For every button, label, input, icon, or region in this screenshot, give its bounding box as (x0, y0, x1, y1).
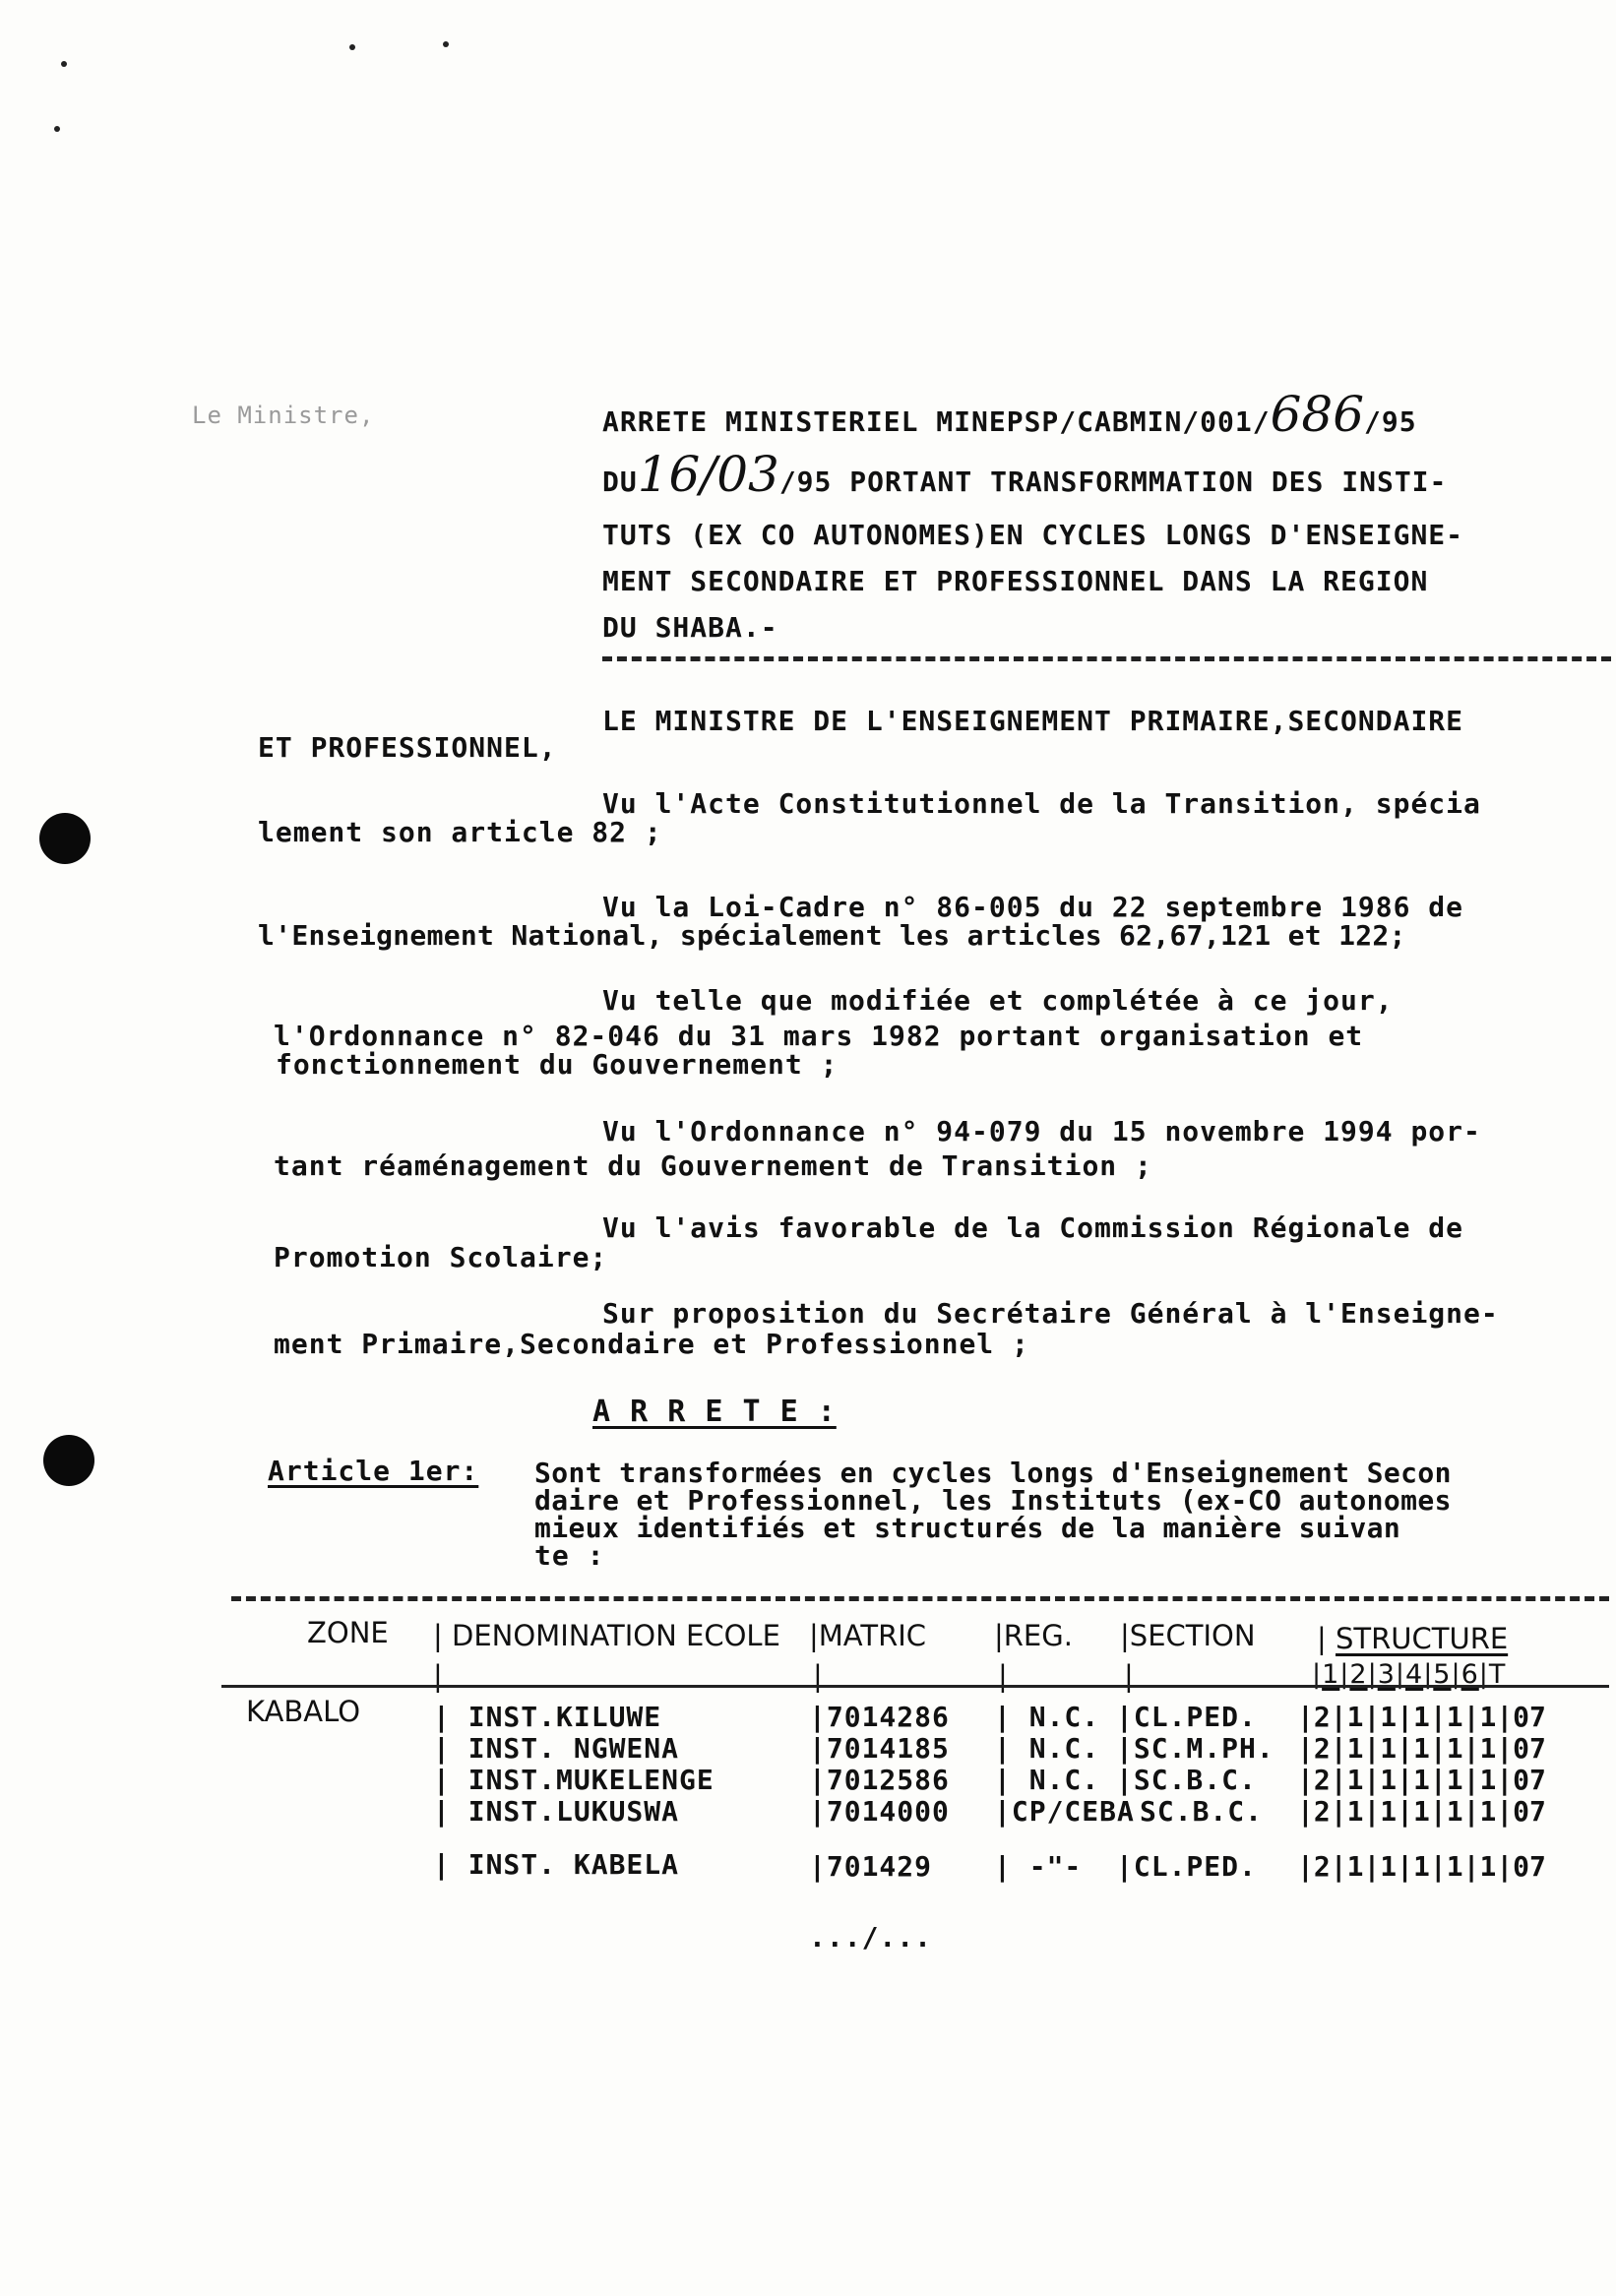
row-section: |SC.M.PH. (1116, 1732, 1274, 1765)
zone-value: KABALO (246, 1695, 361, 1728)
scan-speck (54, 126, 60, 132)
title-line5: DU SHABA.- (602, 611, 778, 644)
row-structure: |2|1|1|1|1|1|07 (1297, 1701, 1546, 1733)
handwritten-number: 686 (1270, 386, 1365, 443)
consideration-1-line2: lement son article 82 ; (258, 816, 662, 848)
article-line3: mieux identifiés et structurés de la manière suivan (534, 1512, 1401, 1544)
minister-line2: ET PROFESSIONNEL, (258, 731, 557, 764)
article-line4: te : (534, 1539, 605, 1572)
article-label: Article 1er: (268, 1455, 479, 1487)
row-section: |SC.B.C. (1116, 1764, 1257, 1796)
title-suffix: /95 (1364, 405, 1417, 438)
row-section: |CL.PED. (1116, 1701, 1257, 1733)
consideration-4-line2: tant réaménagement du Gouvernement de Transition ; (274, 1149, 1152, 1182)
title-line4: MENT SECONDAIRE ET PROFESSIONNEL DANS LA REGION (602, 565, 1429, 597)
col-header-denomination: | DENOMINATION ECOLE (433, 1619, 780, 1652)
row-reg: | -"- (994, 1850, 1083, 1883)
col-header-zone: ZONE (307, 1616, 389, 1649)
article-line2: daire et Professionnel, les Instituts (ex-CO autonomes (534, 1484, 1452, 1517)
row-structure: |2|1|1|1|1|1|07 (1297, 1795, 1546, 1828)
title-divider (602, 656, 1611, 661)
date-prefix: DU (602, 465, 638, 498)
header-tick-marks: | (433, 1659, 443, 1693)
consideration-5-line2: Promotion Scolaire; (274, 1241, 608, 1273)
row-denomination: | INST.MUKELENGE (433, 1764, 715, 1796)
consideration-3-line2: l'Ordonnance n° 82-046 du 31 mars 1982 portant organisation et (274, 1020, 1364, 1052)
row-denomination: | INST.KILUWE (433, 1701, 662, 1733)
table-header-rule (221, 1685, 1609, 1688)
title-prefix: ARRETE MINISTERIEL MINEPSP/CABMIN/001/ (602, 405, 1271, 438)
scan-speck (349, 44, 355, 50)
consideration-1-line1: Vu l'Acte Constitutionnel de la Transition, spécia (602, 787, 1481, 820)
col-header-reg: |REG. (994, 1619, 1073, 1652)
minister-line1: LE MINISTRE DE L'ENSEIGNEMENT PRIMAIRE,SECONDAIRE (602, 705, 1464, 737)
consideration-5-line1: Vu l'avis favorable de la Commission Régionale de (602, 1211, 1464, 1244)
row-structure: |2|1|1|1|1|1|07 (1297, 1764, 1546, 1796)
decree-title (602, 386, 1464, 651)
row-reg: | N.C. (994, 1701, 1100, 1733)
structure-subheader: |1|2|3|4|5|6|T (1312, 1659, 1507, 1690)
consideration-6-line2: ment Primaire,Secondaire et Professionnel ; (274, 1328, 1029, 1360)
arrete-heading: A R R E T E : (592, 1395, 837, 1429)
row-structure: |2|1|1|1|1|1|07 (1297, 1850, 1546, 1883)
continuation-mark: .../... (809, 1921, 933, 1954)
consideration-3-line3: fonctionnement du Gouvernement ; (276, 1048, 839, 1081)
header-tick-marks: | (813, 1659, 823, 1693)
row-section: SC.B.C. (1140, 1795, 1264, 1828)
row-reg: |CP/CEBA (994, 1795, 1135, 1828)
scan-speck (61, 61, 67, 67)
col-header-section: |SECTION (1120, 1619, 1256, 1652)
row-reg: | N.C. (994, 1732, 1100, 1765)
row-denomination: | INST. NGWENA (433, 1732, 680, 1765)
scan-speck (443, 41, 449, 47)
consideration-4-line1: Vu l'Ordonnance n° 94-079 du 15 novembre 1994 por- (602, 1115, 1481, 1148)
row-matric: |7012586 (809, 1764, 950, 1796)
article-line1: Sont transformées en cycles longs d'Enseignement Secon (534, 1457, 1452, 1489)
col-header-matric: |MATRIC (809, 1619, 927, 1652)
header-tick-marks: | (998, 1659, 1008, 1693)
table-top-rule (231, 1596, 1609, 1601)
punch-hole (39, 813, 91, 864)
row-matric: |7014000 (809, 1795, 950, 1828)
consideration-2-line2: l'Enseignement National, spécialement les articles 62,67,121 et 122; (258, 919, 1406, 952)
margin-note: Le Ministre, (192, 402, 375, 429)
consideration-3-line1: Vu telle que modifiée et complétée à ce jour, (602, 984, 1394, 1017)
title-line2: /95 PORTANT TRANSFORMMATION DES INSTI- (778, 465, 1448, 498)
row-matric: |7014286 (809, 1701, 950, 1733)
row-matric: |7014185 (809, 1732, 950, 1765)
punch-hole (43, 1435, 94, 1486)
row-matric: |701429 (809, 1850, 933, 1883)
row-section: |CL.PED. (1116, 1850, 1257, 1883)
col-header-structure: | STRUCTURE (1317, 1622, 1509, 1655)
row-denomination: | INST. KABELA (433, 1848, 680, 1881)
row-denomination: | INST.LUKUSWA (433, 1795, 680, 1828)
row-structure: |2|1|1|1|1|1|07 (1297, 1732, 1546, 1765)
consideration-2-line1: Vu la Loi-Cadre n° 86-005 du 22 septembre 1986 de (602, 891, 1464, 923)
title-line3: TUTS (EX CO AUTONOMES)EN CYCLES LONGS D'ENSEIGNE- (602, 519, 1464, 551)
handwritten-date: 16/03 (637, 446, 779, 503)
consideration-6-line1: Sur proposition du Secrétaire Général à l'Enseigne- (602, 1297, 1499, 1330)
header-tick-marks: | (1124, 1659, 1134, 1693)
row-reg: | N.C. (994, 1764, 1100, 1796)
